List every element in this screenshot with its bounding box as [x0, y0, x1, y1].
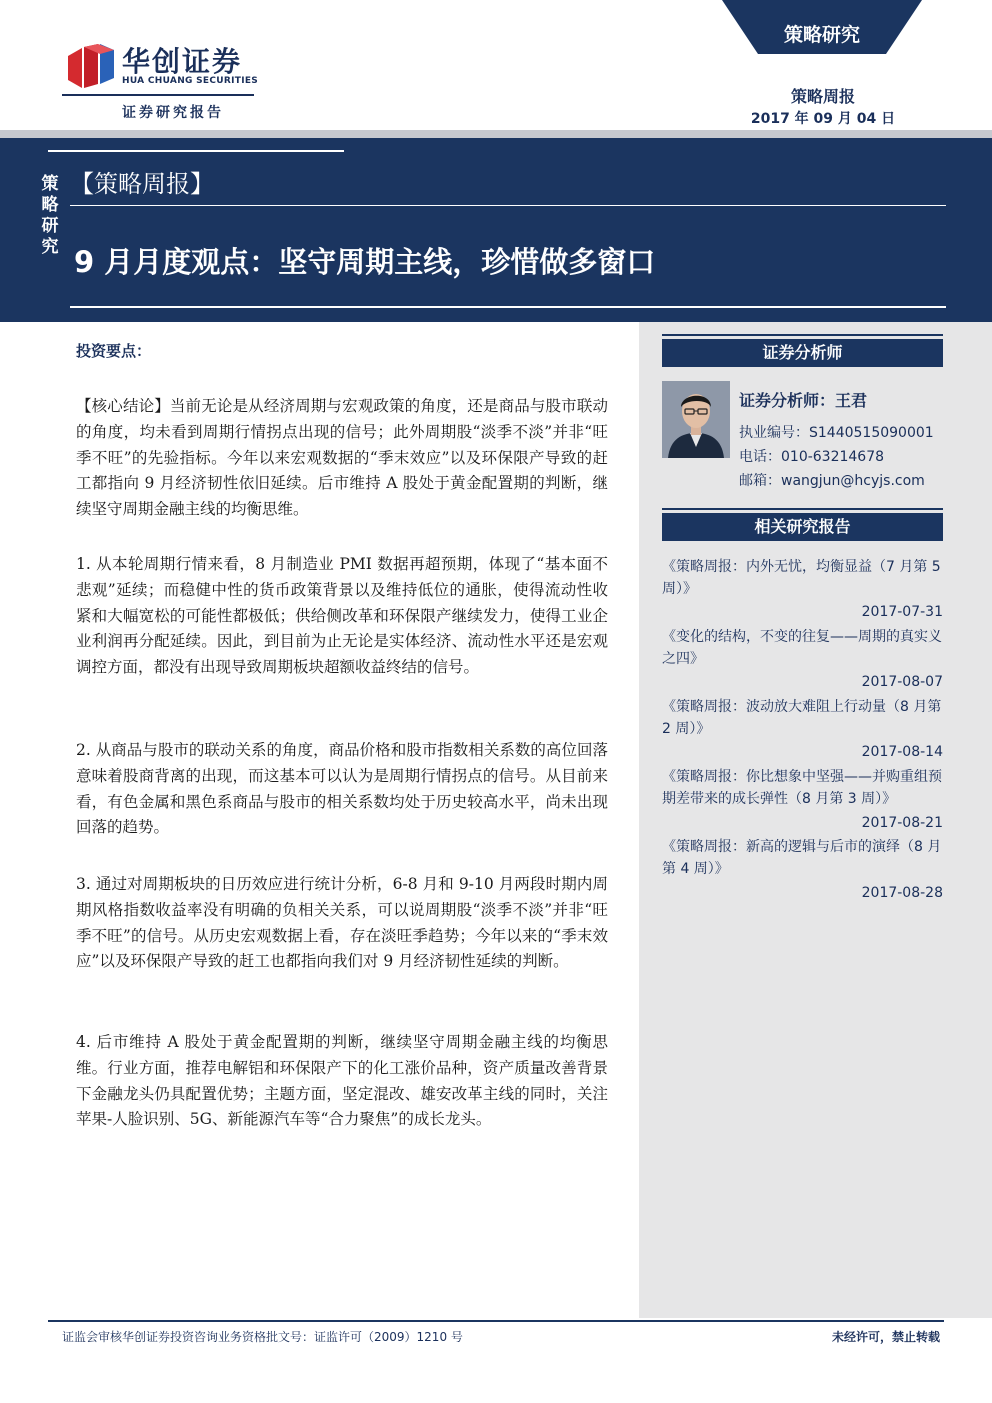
- page-title: 9 月月度观点：坚守周期主线，珍惜做多窗口: [74, 245, 656, 279]
- logo-chinese-name: 华创证券: [122, 45, 243, 78]
- related-report-date: 2017-08-21: [861, 815, 943, 831]
- title-band-rule: [70, 306, 946, 308]
- related-report-link[interactable]: 《策略周报：新高的逻辑与后市的演绎（8 月第 4 周）》: [662, 839, 942, 877]
- body-paragraph: 3. 通过对周期板块的日历效应进行统计分析，6-8 月和 9-10 月两段时期内周期风格指数收益率没有明确的负相关关系，可以说周期股“淡季不淡”并非“旺季不旺”的信号。从历史宏观数据上看，存在淡旺季趋势；今年以来的“季末效应”以及环保限产导致的赶工也都指向我们对 9 月经济韧性延续的判断。: [76, 875, 608, 971]
- analyst-license: 执业编号：S1440515090001: [739, 425, 934, 441]
- title-band-rule: [70, 205, 946, 206]
- logo-divider: [62, 94, 254, 96]
- footer-license: 证监会审核华创证券投资咨询业务资格批文号：证监许可（2009）1210 号: [62, 1330, 463, 1344]
- analyst-box-rule: [662, 334, 943, 336]
- related-report-link[interactable]: 《策略周报：波动放大难阻上行动量（8 月第 2 周）》: [662, 699, 942, 737]
- related-report-date: 2017-08-28: [861, 885, 943, 901]
- analyst-photo: [662, 381, 730, 458]
- related-report-link[interactable]: 《策略周报：你比想象中坚强——并购重组预期差带来的成长弹性（8 月第 3 周）》: [662, 769, 942, 807]
- category-tab-label: 策略研究: [783, 24, 860, 46]
- vertical-category-label: 策略研究: [41, 174, 59, 257]
- related-report-link[interactable]: 《策略周报：内外无忧，均衡显益（7 月第 5 周）》: [662, 559, 941, 597]
- related-report-date: 2017-07-31: [861, 604, 943, 620]
- body-paragraph: 4. 后市维持 A 股处于黄金配置期的判断，继续坚守周期金融主线的均衡思维。行业方面，推荐电解铝和环保限产下的化工涨价品种，资产质量改善背景下金融龙头仍具配置优势；主题方面，坚定混改、雄安改革主线的同时，关注苹果-人脸识别、5G、新能源汽车等“合力聚焦”的成长龙头。: [76, 1033, 608, 1129]
- title-band-rule: [48, 150, 344, 152]
- doc-type: 策略周报: [790, 87, 855, 106]
- analyst-box-title: 证券分析师: [662, 339, 943, 367]
- related-box-rule: [662, 508, 943, 510]
- footer-copyright: 未经许可，禁止转载: [831, 1330, 940, 1344]
- investment-points-heading: 投资要点：: [76, 342, 152, 360]
- body-paragraph: 2. 从商品与股市的联动关系的角度，商品价格和股市指数相关系数的高位回落意味着股商背离的出现，而这基本可以认为是周期行情拐点的信号。从目前来看，有色金属和黑色系商品与股市的相关系数均处于历史较高水平，尚未出现回落的趋势。: [76, 741, 608, 837]
- doc-date: 2017 年 09 月 04 日: [750, 111, 896, 127]
- body-paragraph: 1. 从本轮周期行情来看，8 月制造业 PMI 数据再超预期，体现了“基本面不悲观”延续；而稳健中性的货币政策背景以及维持低位的通胀，使得流动性收紧和大幅宽松的可能性都极低；供给侧改革和环保限产继续发力，使得工业企业利润再分配延续。因此，到目前为止无论是实体经济、流动性水平还是宏观调控方面，都没有出现导致周期板块超额收益终结的信号。: [76, 555, 608, 677]
- footer-divider: [48, 1320, 944, 1322]
- analyst-email: 邮箱：wangjun@hcyjs.com: [739, 473, 925, 489]
- analyst-phone: 电话：010-63214678: [739, 449, 885, 465]
- header-divider: [0, 130, 992, 138]
- section-label: 【策略周报】: [70, 170, 214, 198]
- logo-english-name: HUA CHUANG SECURITIES: [122, 76, 259, 86]
- core-conclusion-paragraph: 【核心结论】当前无论是从经济周期与宏观政策的角度，还是商品与股市联动的角度，均未看到周期行情拐点出现的信号；此外周期股“淡季不淡”并非“旺季不旺”的先验指标。今年以来宏观数据的“季末效应”以及环保限产导致的赶工都指向 9 月经济韧性依旧延续。后市维持 A 股处于黄金配置期的判断，继续坚守周期金融主线的均衡思维。: [76, 397, 608, 519]
- related-report-date: 2017-08-07: [861, 674, 943, 690]
- logo-mark: [68, 44, 114, 88]
- related-report-link[interactable]: 《变化的结构，不变的往复——周期的真实义之四》: [662, 629, 942, 667]
- analyst-name: 证券分析师：王君: [739, 391, 868, 410]
- related-box-title: 相关研究报告: [662, 513, 943, 541]
- report-type: 证券研究报告: [122, 105, 224, 121]
- related-report-date: 2017-08-14: [861, 744, 943, 760]
